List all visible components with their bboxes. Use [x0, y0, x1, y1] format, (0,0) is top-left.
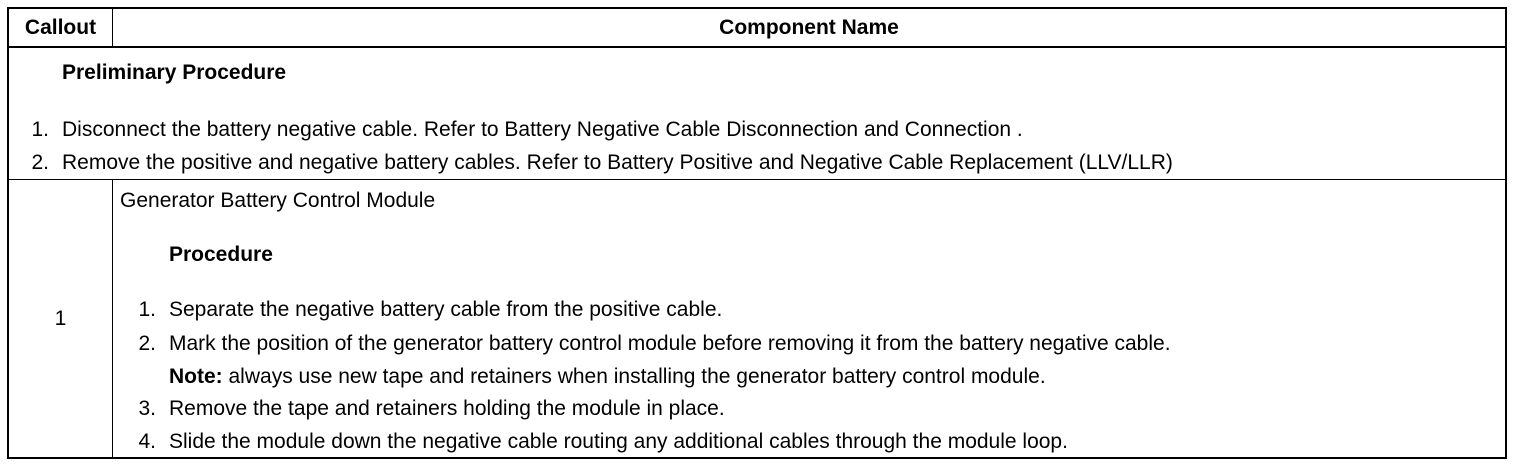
procedure-note: [169, 365, 1046, 389]
step-number: 1.: [138, 298, 156, 321]
step-text: Separate the negative battery cable from the positive cable.: [169, 298, 723, 321]
procedure-heading: Procedure: [169, 243, 273, 266]
table-header-row: [9, 9, 1505, 48]
table-row: [9, 180, 1505, 457]
header-callout: Callout: [9, 9, 113, 46]
step-number: 3.: [138, 397, 156, 420]
note-label: Note:: [169, 365, 223, 388]
header-component-name: Component Name: [719, 15, 899, 39]
step-number: 4.: [138, 430, 156, 453]
step-number: 1.: [31, 118, 49, 141]
preliminary-procedure-row: [9, 48, 1505, 180]
preliminary-heading: Preliminary Procedure: [62, 61, 287, 84]
step-text: Remove the tape and retainers holding the module in place.: [169, 397, 725, 420]
component-table: [7, 7, 1507, 459]
callout-number: 1: [9, 180, 113, 457]
step-text: Disconnect the battery negative cable. Refer to Battery Negative Cable Disconnection and Connection .: [62, 118, 1023, 141]
step-number: 2.: [138, 332, 156, 355]
step-text: Slide the module down the negative cable routing any additional cables through the module loop.: [169, 430, 1068, 453]
step-number: 2.: [31, 151, 49, 174]
note-text: always use new tape and retainers when installing the generator battery control module.: [222, 365, 1046, 388]
step-text: Remove the positive and negative battery cables. Refer to Battery Positive and Negative Cable Replacement (LLV/LLR): [62, 151, 1173, 174]
step-text: Mark the position of the generator battery control module before removing it from the battery negative cable.: [169, 332, 1171, 355]
component-name: Generator Battery Control Module: [120, 189, 436, 212]
